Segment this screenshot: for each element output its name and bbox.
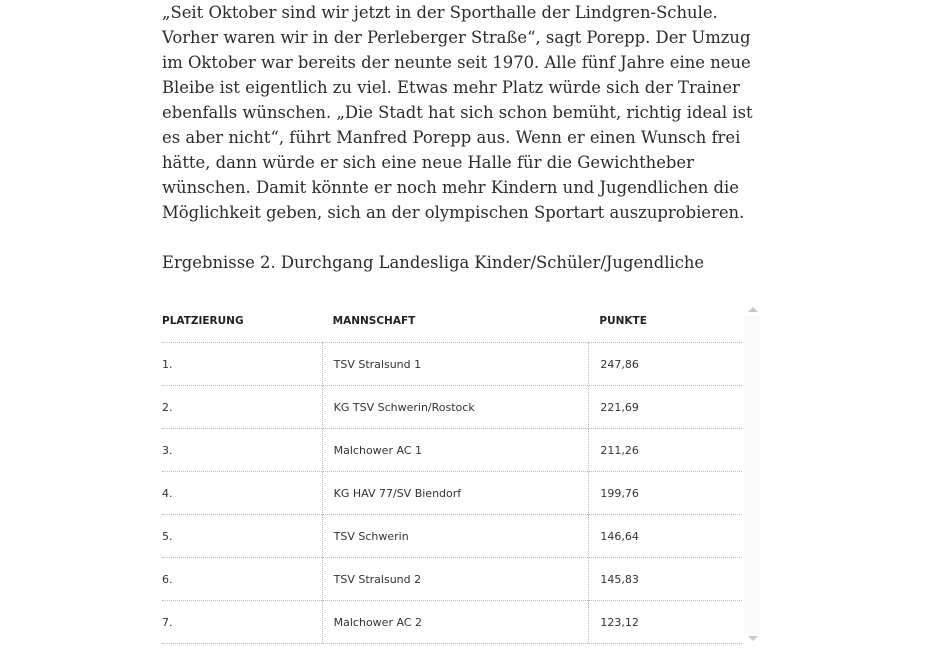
- header-mannschaft[interactable]: MANNSCHAFT: [322, 300, 589, 343]
- results-table: [162, 300, 742, 644]
- header-platzierung[interactable]: PLATZIERUNG: [162, 300, 322, 343]
- table-scrollbar-track[interactable]: [744, 316, 760, 634]
- cell-points: 221,69: [588, 386, 742, 429]
- cell-points: 247,86: [588, 343, 742, 386]
- table-header-row: [162, 300, 742, 343]
- article-paragraph: „Seit Oktober sind wir jetzt in der Sporthalle der Lindgren-Schule. Vorher waren wir in der Perleberger Straße“, sagt Porepp. Der Umzug im Oktober war bereits der neunte seit 1970. Alle fünf Jahre eine neue Bleibe ist eigentlich zu viel. Etwas mehr Platz würde sich der Trainer ebenfalls wünschen. „Die Stadt hat sich schon bemüht, richtig ideal ist es aber nicht“, führt Manfred Porepp aus. Wenn er einen Wunsch frei hätte, dann würde er sich eine neue Halle für die Gewichtheber wünschen. Damit könnte er noch mehr Kindern und Jugendlichen die Möglichkeit geben, sich an der olympischen Sportart auszuprobieren.: [162, 3, 753, 222]
- header-punkte[interactable]: PUNKTE: [588, 300, 742, 343]
- table-row: [162, 343, 742, 386]
- table-row: [162, 429, 742, 472]
- triangle-down-icon[interactable]: [748, 636, 758, 641]
- cell-team: Malchower AC 2: [322, 601, 589, 644]
- table-row: [162, 515, 742, 558]
- table-caption: Ergebnisse 2. Durchgang Landesliga Kinder/Schüler/Jugendliche: [162, 253, 705, 272]
- cell-team: KG HAV 77/SV Biendorf: [322, 472, 589, 515]
- table-row: [162, 386, 742, 429]
- results-table-container[interactable]: [162, 300, 762, 654]
- cell-team: KG TSV Schwerin/Rostock: [322, 386, 589, 429]
- cell-team: TSV Stralsund 1: [322, 343, 589, 386]
- table-row: [162, 601, 742, 644]
- cell-place: 7.: [162, 601, 322, 644]
- table-row: [162, 472, 742, 515]
- cell-points: 211,26: [588, 429, 742, 472]
- cell-team: TSV Schwerin: [322, 515, 589, 558]
- cell-place: 2.: [162, 386, 322, 429]
- table-row: [162, 558, 742, 601]
- cell-team: TSV Stralsund 2: [322, 558, 589, 601]
- cell-place: 3.: [162, 429, 322, 472]
- cell-place: 1.: [162, 343, 322, 386]
- cell-points: 145,83: [588, 558, 742, 601]
- cell-points: 199,76: [588, 472, 742, 515]
- cell-place: 5.: [162, 515, 322, 558]
- cell-points: 123,12: [588, 601, 742, 644]
- cell-place: 6.: [162, 558, 322, 601]
- cell-points: 146,64: [588, 515, 742, 558]
- cell-team: Malchower AC 1: [322, 429, 589, 472]
- cell-place: 4.: [162, 472, 322, 515]
- triangle-up-icon[interactable]: [748, 307, 758, 312]
